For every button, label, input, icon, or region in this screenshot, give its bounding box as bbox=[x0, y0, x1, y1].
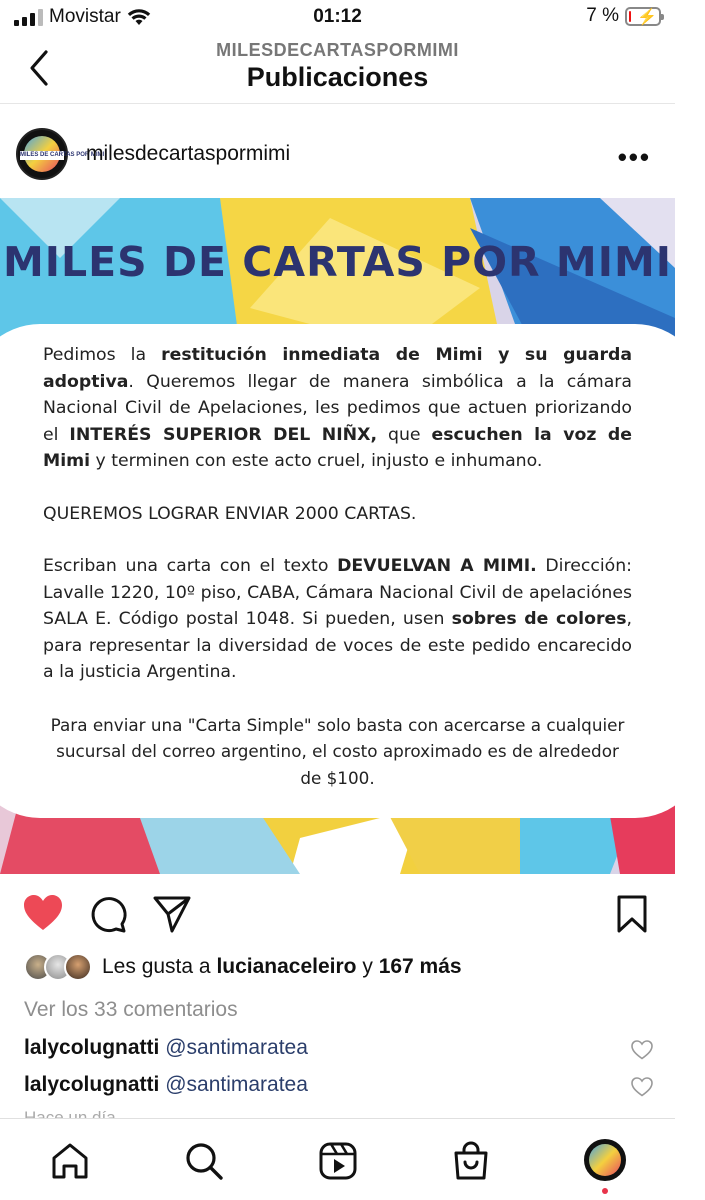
battery-percent: 7 % bbox=[586, 5, 619, 26]
account-handle: MILESDECARTASPORMIMI bbox=[216, 40, 459, 60]
clock: 01:12 bbox=[313, 6, 362, 27]
text-run: que bbox=[377, 424, 432, 445]
comment-user[interactable]: lalycolugnatti bbox=[24, 1036, 160, 1059]
battery-fill bbox=[629, 11, 631, 22]
text-run: Pedimos la bbox=[43, 345, 162, 365]
post-header bbox=[0, 112, 675, 198]
status-bar bbox=[0, 0, 675, 36]
liker-avatars bbox=[24, 953, 92, 981]
comment-row bbox=[24, 1073, 308, 1097]
paragraph-request bbox=[43, 342, 632, 475]
battery-icon bbox=[625, 7, 661, 26]
avatar-label: MILES DE CARTAS POR MIMI bbox=[20, 152, 105, 158]
text-run: y terminen con este acto cruel, injusto e inhumano. bbox=[90, 451, 543, 471]
comment-bubble-icon[interactable] bbox=[88, 894, 128, 934]
shop-icon[interactable] bbox=[451, 1141, 491, 1181]
comment-mention[interactable]: @santimaratea bbox=[165, 1036, 308, 1059]
likes-middle: y bbox=[356, 955, 379, 978]
likes-prefix: Les gusta a bbox=[102, 955, 211, 978]
home-icon[interactable] bbox=[50, 1141, 90, 1181]
paper-plane-icon[interactable] bbox=[152, 894, 192, 934]
search-icon[interactable] bbox=[184, 1141, 224, 1181]
carrier-label: Movistar bbox=[49, 6, 121, 27]
text-run: Escriban una carta con el texto bbox=[43, 556, 338, 576]
page-title: Publicaciones bbox=[246, 62, 429, 92]
notification-dot bbox=[602, 1188, 608, 1194]
comment-mention[interactable]: @santimaratea bbox=[165, 1073, 308, 1096]
paragraph-instructions bbox=[43, 553, 632, 686]
bold-text-run: INTERÉS SUPERIOR DEL NIÑX, bbox=[69, 424, 378, 445]
bold-text-run: DEVUELVAN A MIMI. bbox=[337, 556, 537, 576]
text-run: , para representar la diversidad de voces de este pedido encarecido a la justicia Argentina. bbox=[43, 609, 633, 682]
charging-icon: ⚡ bbox=[637, 8, 657, 26]
text-run: . Queremos llegar de manera simbólica a la cámara Nacional Civil de Apelaciones, les pedimos que actuen priorizando el bbox=[43, 371, 632, 445]
likes-summary[interactable] bbox=[24, 953, 462, 981]
heart-outline-icon[interactable] bbox=[631, 1077, 653, 1097]
comment-user[interactable]: lalycolugnatti bbox=[24, 1073, 160, 1096]
post-image[interactable] bbox=[0, 198, 675, 874]
text-run: Dirección: Lavalle 1220, 10º piso, CABA, Cámara Nacional Civil de apelaciónes SALA E. Código postal 1048. Si pueden, usen bbox=[43, 556, 632, 629]
image-body-text bbox=[43, 342, 632, 817]
heart-outline-icon[interactable] bbox=[631, 1040, 653, 1060]
avatar[interactable] bbox=[16, 128, 105, 180]
bold-text-run: escuchen la voz de Mimi bbox=[43, 424, 632, 471]
image-headline: MILES DE CARTAS POR MIMI bbox=[2, 238, 673, 286]
post-username[interactable]: milesdecartaspormimi bbox=[86, 142, 291, 165]
paragraph-goal: QUEREMOS LOGRAR ENVIAR 2000 CARTAS. bbox=[43, 503, 417, 524]
ellipsis-icon[interactable]: ••• bbox=[617, 142, 651, 172]
bottom-nav bbox=[0, 1118, 675, 1200]
battery-group bbox=[586, 5, 661, 27]
likes-user[interactable]: lucianaceleiro bbox=[216, 955, 357, 978]
reels-icon[interactable] bbox=[318, 1141, 358, 1181]
likes-count[interactable]: 167 más bbox=[378, 955, 462, 978]
post-actions bbox=[0, 890, 675, 940]
bold-text-run: sobres de colores bbox=[451, 609, 627, 629]
page-header bbox=[0, 36, 675, 104]
bold-text-run: restitución inmediata de Mimi y su guarda adoptiva bbox=[43, 345, 632, 392]
bookmark-icon[interactable] bbox=[616, 894, 648, 934]
view-comments-link[interactable]: Ver los 33 comentarios bbox=[24, 998, 238, 1021]
heart-filled-icon[interactable] bbox=[22, 894, 64, 932]
comment-row bbox=[24, 1036, 308, 1060]
avatar bbox=[64, 953, 92, 981]
paragraph-shipping-note: Para enviar una "Carta Simple" solo basta con acercarse a cualquier sucursal del correo argentino, el costo aproximado es de alrededor de $100. bbox=[50, 714, 625, 788]
profile-avatar[interactable] bbox=[584, 1139, 626, 1181]
